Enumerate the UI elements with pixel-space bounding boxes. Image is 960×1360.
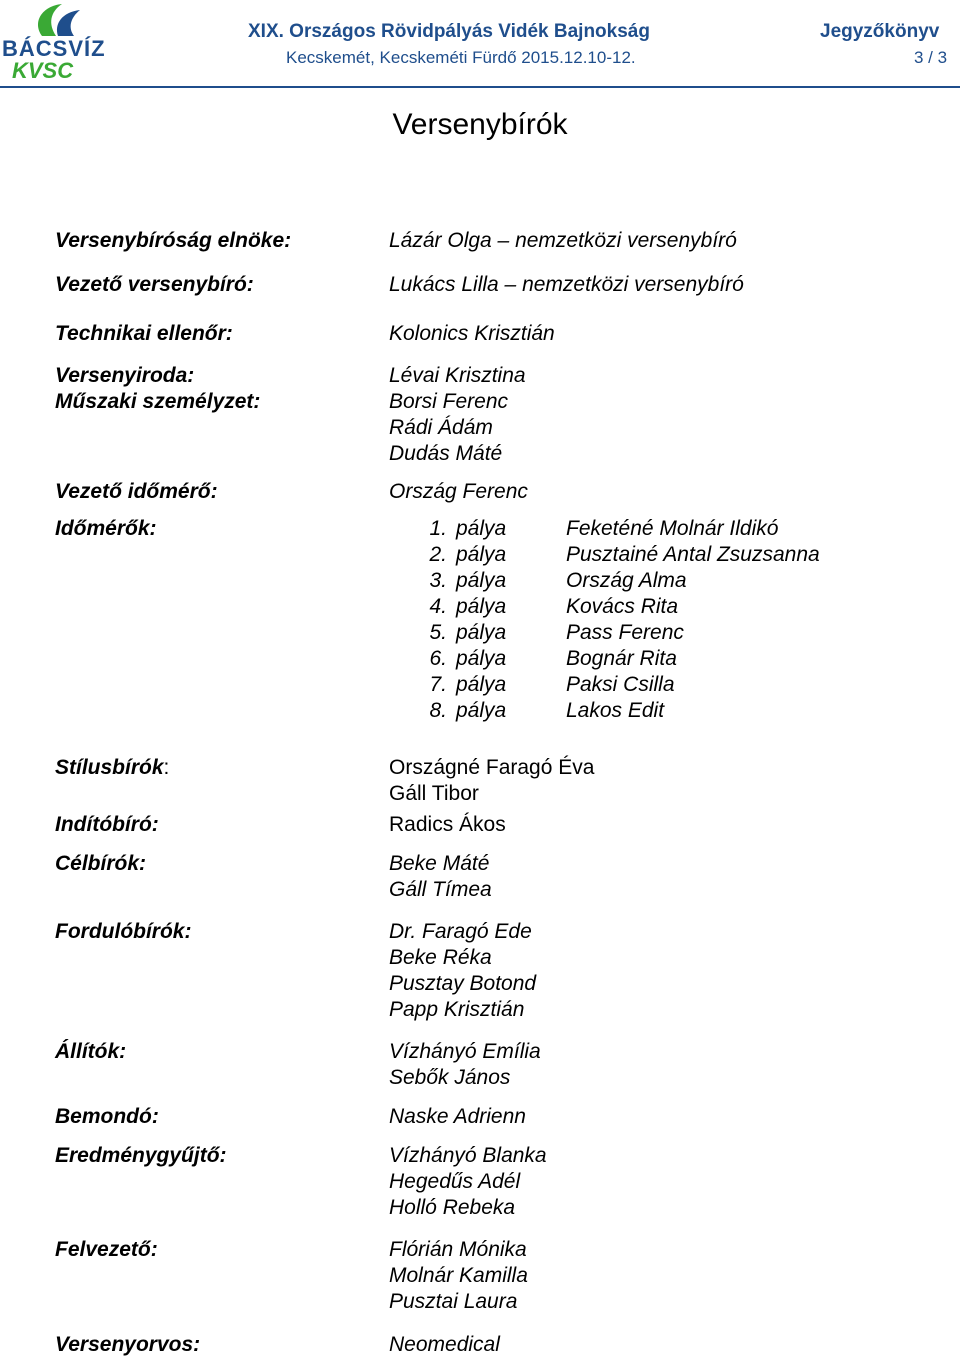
timekeeper-name: Lakos Edit (566, 699, 665, 722)
judge-label: Fordulóbírók: (55, 920, 192, 943)
official-label: Versenyiroda: (55, 364, 195, 387)
official-label: Technikai ellenőr: (55, 322, 233, 345)
judge-label: Állítók: (55, 1040, 127, 1063)
lane-number: 2. (429, 543, 447, 566)
judge-name: Pusztay Botond (389, 972, 537, 995)
judge-name: Vízhányó Emília (389, 1040, 541, 1063)
lane-number: 3. (429, 569, 447, 592)
judge-name: Papp Krisztián (389, 998, 525, 1021)
judge-name: Molnár Kamilla (389, 1264, 528, 1287)
official-name: Lukács Lilla – nemzetközi versenybíró (389, 273, 744, 296)
official-name: Lázár Olga – nemzetközi versenybíró (389, 229, 737, 252)
judge-label (55, 756, 169, 780)
judge-label-text: Stílusbírók (55, 756, 164, 779)
judge-name: Naske Adrienn (389, 1105, 526, 1128)
lane-word: pálya (456, 647, 507, 670)
judge-name: Neomedical (389, 1333, 500, 1356)
official-name: Dudás Máté (389, 442, 503, 465)
timekeeper-name: Pass Ferenc (566, 621, 684, 644)
header-page: 3 / 3 (914, 48, 948, 67)
judge-name: Vízhányó Blanka (389, 1144, 547, 1167)
lane-word: pálya (456, 543, 507, 566)
lane-word: pálya (456, 699, 507, 722)
lane-number: 6. (429, 647, 447, 670)
timekeeper-name: Paksi Csilla (566, 673, 675, 696)
lane-number: 4. (429, 595, 447, 618)
judge-name: Pusztai Laura (389, 1290, 518, 1313)
header-location: Kecskemét, Kecskeméti Fürdő 2015.12.10-12. (286, 48, 636, 67)
judge-label: Célbírók: (55, 852, 147, 875)
lane-word: pálya (456, 673, 507, 696)
judge-label: Felvezető: (55, 1238, 158, 1261)
timekeepers-label: Időmérők: (55, 517, 157, 540)
header-event: XIX. Országos Rövidpályás Vidék Bajnokság (248, 21, 650, 42)
lane-number: 8. (429, 699, 447, 722)
judge-name: Sebők János (389, 1066, 511, 1089)
official-name: Kolonics Krisztián (389, 322, 555, 345)
official-label: Versenybíróság elnöke: (55, 229, 292, 252)
judge-name: Dr. Faragó Ede (389, 920, 532, 943)
logo-top-text: BÁCSVÍZ (2, 36, 106, 61)
timekeeper-name: Pusztainé Antal Zsuzsanna (566, 543, 820, 566)
judge-name: Beke Réka (389, 946, 492, 969)
judge-name: Holló Rebeka (389, 1196, 516, 1219)
judge-label: Versenyorvos: (55, 1333, 201, 1356)
official-name: Borsi Ferenc (389, 390, 509, 413)
judge-name: Radics Ákos (389, 813, 506, 836)
logo (0, 0, 110, 86)
judge-name: Gáll Tibor (389, 782, 479, 805)
judge-label-colon: : (163, 756, 170, 779)
header-rule (0, 86, 960, 88)
lane-word: pálya (456, 517, 507, 540)
logo-swoosh-icon (28, 2, 98, 38)
judge-label: Bemondó: (55, 1105, 159, 1128)
lane-word: pálya (456, 595, 507, 618)
timekeeper-name: Kovács Rita (566, 595, 679, 618)
timekeeper-name: Feketéné Molnár Ildikó (566, 517, 779, 540)
judge-name: Beke Máté (389, 852, 490, 875)
official-name: Lévai Krisztina (389, 364, 526, 387)
lane-number: 1. (429, 517, 447, 540)
page-title: Versenybírók (392, 108, 568, 141)
judge-label: Indítóbíró: (55, 813, 159, 836)
timekeeper-name: Ország Alma (566, 569, 687, 592)
lane-word: pálya (456, 621, 507, 644)
official-name: Ország Ferenc (389, 480, 528, 503)
official-label: Vezető időmérő: (55, 480, 218, 503)
official-label: Műszaki személyzet: (55, 390, 261, 413)
judge-name: Gáll Tímea (389, 878, 492, 901)
lane-word: pálya (456, 569, 507, 592)
header-doc: Jegyzőkönyv (820, 21, 940, 42)
judge-name: Flórián Mónika (389, 1238, 527, 1261)
timekeeper-name: Bognár Rita (566, 647, 677, 670)
official-label: Vezető versenybíró: (55, 273, 254, 296)
official-name: Rádi Ádám (389, 416, 493, 439)
lane-number: 5. (429, 621, 447, 644)
lane-number: 7. (429, 673, 447, 696)
judge-name: Országné Faragó Éva (389, 756, 595, 779)
logo-bottom-text: KVSC (12, 58, 74, 83)
judge-name: Hegedűs Adél (389, 1170, 521, 1193)
judge-label: Eredménygyűjtő: (55, 1144, 227, 1167)
